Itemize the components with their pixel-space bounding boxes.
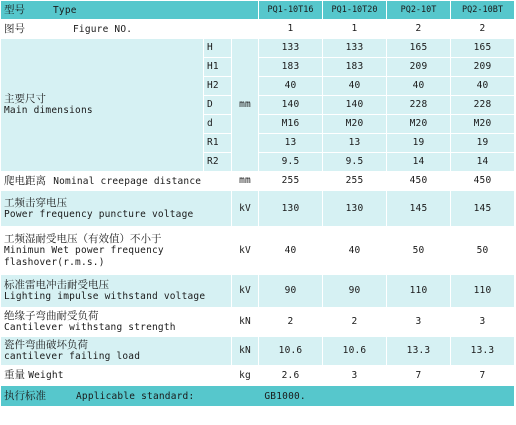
creepage-label-en: Nominal creepage distance (53, 175, 202, 187)
dimension-value: 228 (451, 96, 515, 115)
weight-value: 7 (387, 366, 451, 386)
impulse-row (1, 275, 515, 308)
wet-flashover-unit: kV (232, 227, 259, 275)
main-dimensions-cn: 主要尺寸 (4, 93, 46, 105)
dimension-symbol: D (204, 96, 232, 115)
cantilever-failing-unit: kN (232, 337, 259, 366)
dimension-symbol: H2 (204, 77, 232, 96)
cantilever-failing-label-en: cantilever failing load (4, 351, 141, 362)
wet-flashover-value: 40 (323, 227, 387, 275)
dimension-value: 14 (451, 153, 515, 172)
impulse-value: 90 (323, 275, 387, 308)
cantilever-withstand-row (1, 308, 515, 337)
figure-value: 1 (259, 20, 323, 39)
weight-label-en: Weight (28, 370, 64, 381)
dimension-value: M20 (323, 115, 387, 134)
dimension-value: M16 (259, 115, 323, 134)
creepage-unit: mm (232, 172, 259, 191)
weight-label (1, 366, 232, 386)
applicable-standard-cell (1, 386, 515, 407)
model-header: PQ1-10T16 (259, 1, 323, 20)
dimension-value: 165 (451, 39, 515, 58)
figure-label-cn: 图号 (4, 22, 25, 35)
dimension-value: 40 (323, 77, 387, 96)
dimension-symbol: R2 (204, 153, 232, 172)
header-type-cn: 型号 (4, 3, 25, 16)
creepage-value: 450 (387, 172, 451, 191)
cantilever-failing-value: 13.3 (387, 337, 451, 366)
wet-flashover-label-en: Minimun Wet power frequency (4, 244, 164, 256)
cantilever-withstand-value: 2 (259, 308, 323, 337)
main-dimensions-en: Main dimensions (4, 105, 93, 116)
cantilever-failing-value: 13.3 (451, 337, 515, 366)
dimension-symbol: H (204, 39, 232, 58)
footer-label-en: Applicable standard: (76, 390, 195, 402)
creepage-value: 255 (259, 172, 323, 191)
dimension-symbol: d (204, 115, 232, 134)
dimension-value: 14 (387, 153, 451, 172)
cantilever-failing-label-cn: 瓷件弯曲破坏负荷 (4, 339, 88, 351)
dimension-value: 133 (323, 39, 387, 58)
impulse-unit: kV (232, 275, 259, 308)
impulse-label-en: Lighting impulse withstand voltage (4, 291, 206, 302)
cantilever-withstand-value: 3 (387, 308, 451, 337)
cantilever-withstand-label-cn: 绝缘子弯曲耐受负荷 (4, 310, 99, 322)
cantilever-withstand-value: 3 (451, 308, 515, 337)
creepage-value: 255 (323, 172, 387, 191)
dimension-value: 183 (259, 58, 323, 77)
footer-row (1, 386, 515, 407)
wet-flashover-value: 40 (259, 227, 323, 275)
dimension-value: M20 (451, 115, 515, 134)
puncture-label-cn: 工频击穿电压 (4, 196, 67, 209)
main-dimensions-label (1, 39, 204, 172)
puncture-label-en: Power frequency puncture voltage (4, 208, 194, 220)
cantilever-withstand-value: 2 (323, 308, 387, 337)
cantilever-withstand-label-en: Cantilever withstang strength (4, 322, 176, 333)
puncture-value: 130 (259, 191, 323, 227)
dimension-symbol: R1 (204, 134, 232, 153)
impulse-value: 110 (387, 275, 451, 308)
dimension-value: 209 (451, 58, 515, 77)
dimension-value: 19 (451, 134, 515, 153)
cantilever-withstand-unit: kN (232, 308, 259, 337)
wet-flashover-label-en: flashover(r.m.s.) (4, 256, 105, 268)
figure-value: 2 (387, 20, 451, 39)
weight-value: 2.6 (259, 366, 323, 386)
weight-row (1, 366, 515, 386)
weight-unit: kg (232, 366, 259, 386)
impulse-value: 90 (259, 275, 323, 308)
wet-flashover-value: 50 (451, 227, 515, 275)
dimension-value: 40 (451, 77, 515, 96)
dimension-value: 40 (259, 77, 323, 96)
model-header: PQ1-10T20 (323, 1, 387, 20)
header-type-cell (1, 1, 259, 20)
dimension-value: 13 (259, 134, 323, 153)
dimension-row (1, 39, 515, 58)
creepage-label (1, 172, 232, 191)
footer-label-cn: 执行标准 (4, 389, 46, 402)
weight-value: 7 (451, 366, 515, 386)
dimension-value: 9.5 (323, 153, 387, 172)
cantilever-withstand-label (1, 308, 232, 337)
cantilever-failing-value: 10.6 (323, 337, 387, 366)
dimension-symbol: H1 (204, 58, 232, 77)
figure-label-cell (1, 20, 259, 39)
cantilever-failing-row (1, 337, 515, 366)
impulse-label-cn: 标准雷电冲击耐受电压 (4, 279, 109, 291)
wet-flashover-row (1, 227, 515, 275)
dimension-value: 9.5 (259, 153, 323, 172)
puncture-value: 145 (387, 191, 451, 227)
creepage-label-cn: 爬电距离 (4, 174, 46, 187)
dimension-unit: mm (232, 39, 259, 172)
puncture-unit: kV (232, 191, 259, 227)
model-header: PQ2-10T (387, 1, 451, 20)
puncture-row (1, 191, 515, 227)
dimension-value: M20 (387, 115, 451, 134)
dimension-value: 13 (323, 134, 387, 153)
puncture-value: 145 (451, 191, 515, 227)
creepage-row (1, 172, 515, 191)
creepage-value: 450 (451, 172, 515, 191)
figure-row (1, 20, 515, 39)
wet-flashover-label (1, 227, 232, 275)
header-row (1, 1, 515, 20)
puncture-value: 130 (323, 191, 387, 227)
model-header: PQ2-10BT (451, 1, 515, 20)
weight-label-cn: 重量 (4, 369, 25, 381)
weight-value: 3 (323, 366, 387, 386)
cantilever-failing-label (1, 337, 232, 366)
dimension-value: 140 (259, 96, 323, 115)
figure-value: 1 (323, 20, 387, 39)
wet-flashover-value: 50 (387, 227, 451, 275)
impulse-label (1, 275, 232, 308)
dimension-value: 209 (387, 58, 451, 77)
dimension-value: 140 (323, 96, 387, 115)
wet-flashover-label-cn: 工频湿耐受电压（有效值）不小于 (4, 232, 162, 245)
dimension-value: 228 (387, 96, 451, 115)
figure-label-en: Figure NO. (73, 23, 133, 35)
dimension-value: 133 (259, 39, 323, 58)
puncture-label (1, 191, 232, 227)
dimension-value: 40 (387, 77, 451, 96)
applicable-standard-value: GB1000. (264, 390, 306, 402)
dimension-value: 19 (387, 134, 451, 153)
figure-value: 2 (451, 20, 515, 39)
header-type-en: Type (53, 4, 77, 16)
impulse-value: 110 (451, 275, 515, 308)
dimension-value: 165 (387, 39, 451, 58)
cantilever-failing-value: 10.6 (259, 337, 323, 366)
dimension-value: 183 (323, 58, 387, 77)
